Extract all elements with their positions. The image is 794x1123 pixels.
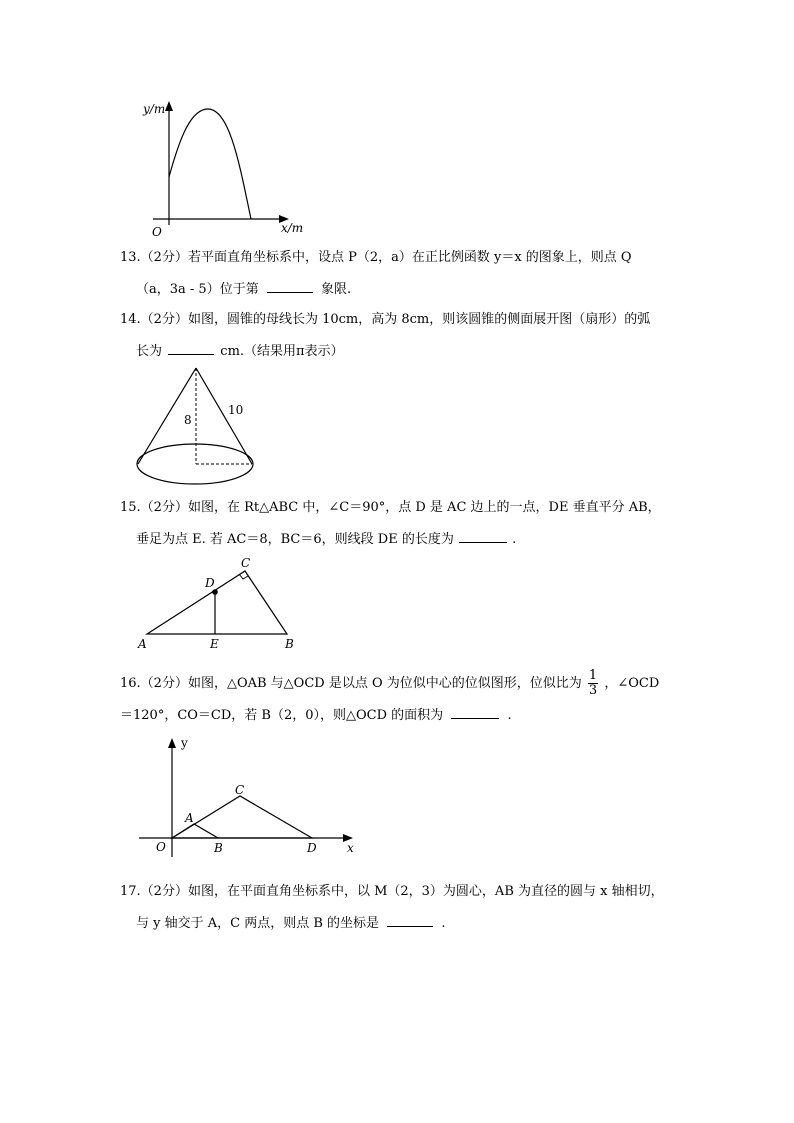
cone-height-label: 8	[184, 413, 192, 427]
y-axis-arrow	[165, 101, 173, 111]
parabola-curve	[169, 109, 251, 219]
label-b: B	[214, 841, 223, 855]
label-a: A	[138, 637, 147, 651]
label-e: E	[210, 637, 219, 651]
q13-line2	[136, 280, 351, 299]
origin-label: O	[152, 225, 162, 239]
label-c: C	[241, 556, 251, 570]
q16-answer-blank[interactable]	[451, 706, 499, 719]
q16-ratio-fraction	[588, 669, 598, 698]
q14-text-post: cm.（结果用π表示）	[220, 344, 344, 359]
point-d	[212, 589, 218, 595]
q17-text-pre: 与 y 轴交于 A，C 两点，则点 B 的坐标是	[136, 916, 380, 931]
q13-answer-blank[interactable]	[267, 280, 313, 293]
y-axis-label: y/m	[143, 102, 166, 116]
cone-base	[137, 444, 253, 484]
q14-line1: 14.（2分）如图，圆锥的母线长为 10cm，高为 8cm，则该圆锥的侧面展开图（扇形）的弧	[120, 312, 651, 327]
q15-answer-blank[interactable]	[459, 530, 507, 543]
triangle-oab	[172, 824, 218, 838]
q17-line2	[136, 914, 445, 933]
q17-text-post: .	[441, 916, 446, 931]
q16-line2-post: .	[507, 708, 512, 723]
q14-line2	[136, 342, 344, 361]
q16-text-pre: 16.（2分）如图，△OAB 与△OCD 是以点 O 为位似中心的位似图形，位似比为	[120, 676, 582, 691]
q15-text-pre: 垂足为点 E. 若 AC＝8，BC＝6，则线段 DE 的长度为	[136, 532, 454, 547]
label-y: y	[181, 736, 188, 750]
q13-text-post: 象限.	[320, 282, 352, 297]
cone-slant-label: 10	[228, 403, 244, 417]
label-b: B	[285, 637, 294, 651]
q16-text-post: ，∠OCD	[604, 676, 660, 691]
q16-line2	[120, 706, 512, 725]
q15-line2	[136, 530, 516, 549]
cone-right-edge	[196, 368, 252, 464]
label-c: C	[235, 783, 245, 797]
cone-figure	[132, 362, 260, 490]
similar-triangles-figure	[135, 732, 365, 862]
q15-text-post: .	[512, 532, 517, 547]
q14-answer-blank[interactable]	[168, 342, 214, 355]
label-d: D	[307, 841, 317, 855]
label-o: O	[156, 840, 166, 854]
q13-line1: 13.（2分）若平面直角坐标系中，设点 P（2，a）在正比例函数 y＝x 的图象上，则点 Q	[120, 250, 632, 265]
q16-line1	[120, 668, 659, 700]
triangle-abc	[147, 571, 287, 634]
q17-line1: 17.（2分）如图，在平面直角坐标系中，以 M（2，3）为圆心，AB 为直径的圆与 x 轴相切，	[120, 884, 664, 899]
parabola-figure	[135, 95, 310, 240]
q16-ratio-numerator: 1	[588, 668, 598, 683]
y-axis-arrow	[168, 738, 176, 748]
q16-ratio-denominator: 3	[588, 683, 598, 698]
x-axis-label: x/m	[281, 221, 304, 235]
q17-answer-blank[interactable]	[387, 914, 433, 927]
label-x: x	[347, 841, 354, 855]
triangle-figure	[135, 552, 305, 654]
q14-text-pre: 长为	[136, 344, 163, 359]
right-angle-mark	[239, 574, 248, 579]
q15-line1: 15.（2分）如图，在 Rt△ABC 中，∠C＝90°，点 D 是 AC 边上的一点，DE 垂直平分 AB，	[120, 500, 661, 515]
label-d: D	[205, 576, 215, 590]
label-a: A	[185, 811, 194, 825]
q13-text-pre: （a，3a - 5）位于第	[136, 282, 259, 297]
q16-line2-text: ＝120°，CO＝CD，若 B（2，0），则△OCD 的面积为	[120, 708, 444, 723]
